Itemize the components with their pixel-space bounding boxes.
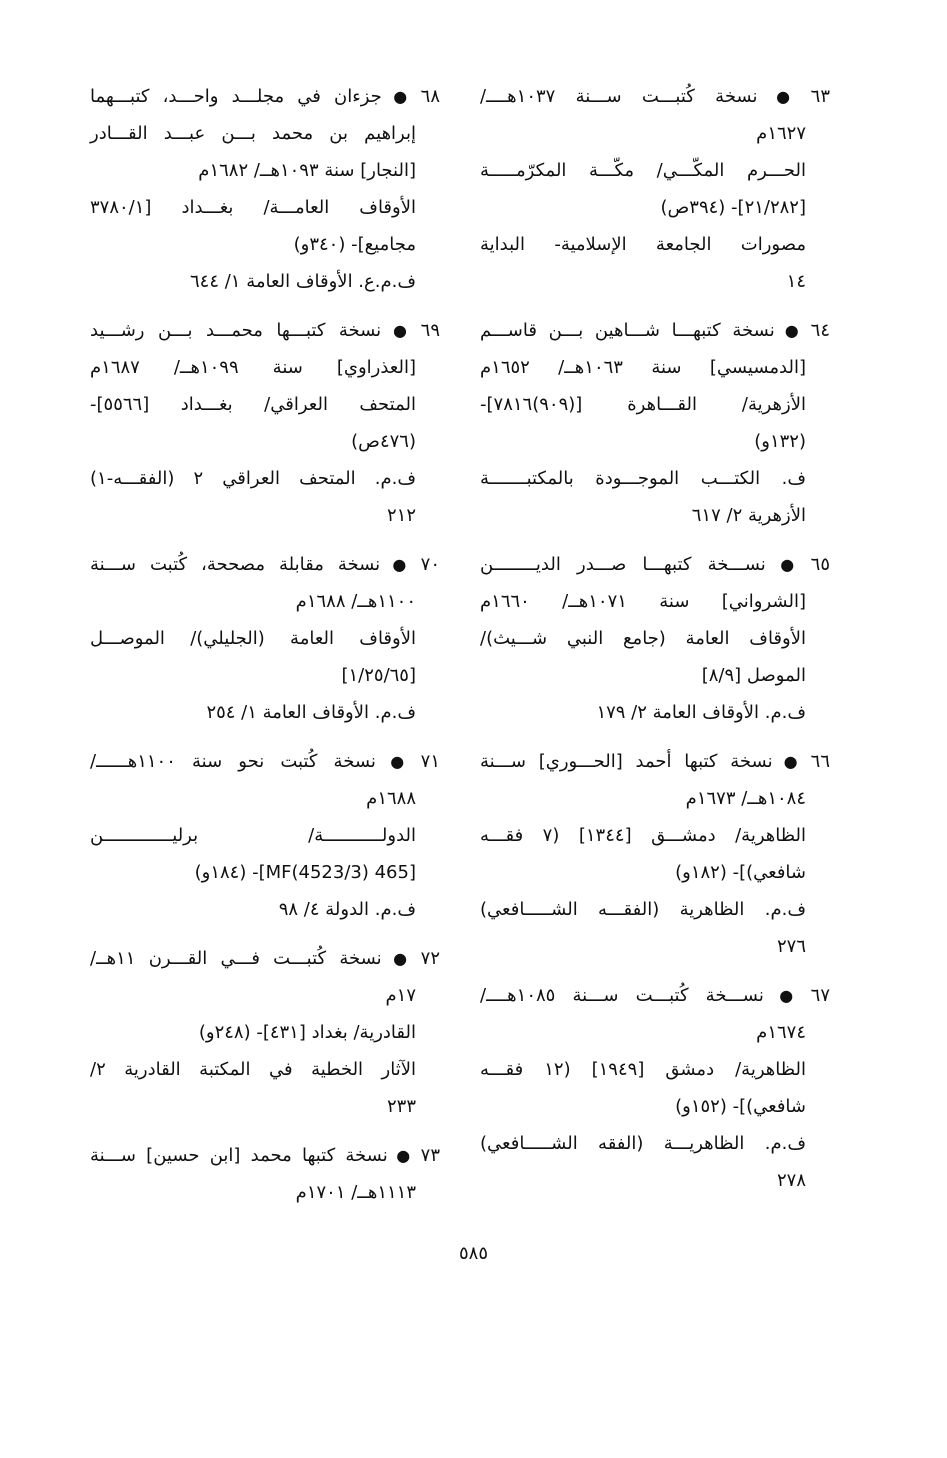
entry-line: ٢٧٦ <box>776 936 806 957</box>
entry-number: ٧٠ <box>420 554 440 575</box>
entry-text: نسخة كتبها أحمد [الحـــوري] ســـنة <box>480 751 773 772</box>
entry-line: مصورات الجامعة الإسلامية- البداية <box>480 234 806 255</box>
entry <box>90 78 440 300</box>
entry-number: ٦٥ <box>810 554 831 575</box>
entry-line: ٢٧٨ <box>776 1170 806 1191</box>
entry-line: [الدمسيسي] سنة ١٠٦٣هــ/ ١٦٥٢م <box>480 357 807 378</box>
entry-line: ١٧م <box>385 985 416 1006</box>
entry-text: نســـخة كُتبـــت ســـنة ١٠٨٥هــــ/ <box>480 985 764 1006</box>
bullet-icon: ● <box>385 949 415 968</box>
entry-line: ١١١٣هــ/ ١٧٠١م <box>295 1182 416 1203</box>
entry-line: ف.م. الظاهريـــة (الفقه الشـــــافعي) <box>480 1133 806 1154</box>
entry-line: [٢١/٢٨٢]- (٣٩٤ص) <box>660 197 806 218</box>
bullet-icon: ● <box>776 752 805 771</box>
entry-number: ٦٨ <box>420 86 440 107</box>
entry-heading-line <box>480 977 830 1014</box>
entry-text: نسخة كتبها محمد [ابن حسين] ســـنة <box>90 1145 388 1166</box>
entry-line: [١/٢٥/٦٥] <box>341 665 416 686</box>
entry-line: شافعي)]- (١٥٢و) <box>675 1096 806 1117</box>
left-column <box>90 78 440 1223</box>
bullet-icon: ● <box>379 752 415 771</box>
entry-heading-line <box>90 743 440 780</box>
entry-line: ١٦٢٧م <box>756 123 806 144</box>
entry-line: [465 MF(4523/3)]- (١٨٤و) <box>194 862 416 883</box>
entry-line: مجاميع]- (٣٤٠و) <box>293 234 416 255</box>
entry-line: [الشرواني] سنة ١٠٧١هــ/ ١٦٦٠م <box>480 591 806 612</box>
entry-line: شافعي)]- (١٨٢و) <box>675 862 806 883</box>
entry-number: ٦٣ <box>810 86 830 107</box>
entry-line: ١١٠٠هــ/ ١٦٨٨م <box>295 591 416 612</box>
entry-line: الآثار الخطية في المكتبة القادرية ٢/ <box>90 1059 416 1080</box>
entry <box>480 312 830 534</box>
entry-text: نسخة كتبهـــا شـــاهين بـــن قاســـم <box>480 320 775 341</box>
entry-line: الدولـــــــــــة/ برليـــــــــــــن <box>90 825 416 846</box>
entry-line: (١٣٢و) <box>754 431 806 452</box>
entry-text: نسخة مقابلة مصححة، كُتبت ســـنة <box>90 554 381 575</box>
entry-text: نسخة كُتبـــت ســـنة ١٠٣٧هــــ/ <box>480 86 758 107</box>
bullet-icon: ● <box>778 321 805 340</box>
entry-line: ف.م. الأوقاف العامة ٢/ ١٧٩ <box>596 702 806 723</box>
entry-heading-line <box>480 743 830 780</box>
entry <box>90 312 440 534</box>
entry-line: ف.م. الأوقاف العامة ١/ ٢٥٤ <box>206 702 416 723</box>
entry-line: القادرية/ بغداد [٤٣١]- (٢٤٨و) <box>198 1022 416 1043</box>
entry-line: [النجار] سنة ١٠٩٣هــ/ ١٦٨٢م <box>198 160 416 181</box>
entry-line: ف.م. الدولة ٤/ ٩٨ <box>278 899 416 920</box>
entry-text: جزءان في مجلـــد واحـــد، كتبـــهما <box>90 86 382 107</box>
entry-number: ٦٤ <box>810 320 830 341</box>
entry-number: ٦٧ <box>810 985 830 1006</box>
entry-line: (٤٧٦ص) <box>351 431 416 452</box>
bullet-icon: ● <box>391 1146 415 1165</box>
entry <box>90 940 440 1125</box>
entry-heading-line <box>480 546 830 583</box>
entry <box>480 546 830 731</box>
bullet-icon: ● <box>384 555 415 574</box>
bullet-icon: ● <box>761 87 805 106</box>
entry-text: نسخة كتبـــها محمـــد بـــن رشـــيد <box>90 320 382 341</box>
entry-heading-line <box>480 78 830 115</box>
bullet-icon: ● <box>767 986 805 1005</box>
entry-line: ٢٣٣ <box>386 1096 416 1117</box>
entry-number: ٦٩ <box>420 320 441 341</box>
entry-line: الحـــرم المكّـــي/ مكّـــة المكرّمـــــة <box>480 160 806 181</box>
entry-line: الأوقاف العامة (الجليلي)/ الموصـــل <box>90 628 416 649</box>
entry-number: ٧١ <box>420 751 440 772</box>
entry-heading-line <box>90 1137 440 1174</box>
entry-heading-line <box>90 940 440 977</box>
entry-line: الأزهرية ٢/ ٦١٧ <box>691 505 806 526</box>
entry-line: الظاهرية/ دمشق [١٩٤٩] (١٢ فقـــه <box>480 1059 806 1080</box>
entry-line: ف.م. المتحف العراقي ٢ (الفقـــه-١) <box>90 468 417 489</box>
entry-line: [العذراوي] سنة ١٠٩٩هــ/ ١٦٨٧م <box>90 357 416 378</box>
entry-line: ف.م. الظاهرية (الفقـــه الشـــــافعي) <box>480 899 806 920</box>
entry-heading-line <box>480 312 830 349</box>
entry-line: المتحف العراقي/ بغـــداد [٥٥٦٦]- <box>90 394 416 415</box>
entry-line: ١٦٨٨م <box>366 788 416 809</box>
entry-line: ف. الكتـــب الموجـــودة بالمكتبـــــــة <box>480 468 806 489</box>
entry-number: ٧٣ <box>420 1145 440 1166</box>
entry-line: ١٦٧٤م <box>756 1022 806 1043</box>
entry <box>90 546 440 731</box>
entry-line: الأوقاف العامـــة/ بغـــداد [٣٧٨٠/١ <box>90 197 416 218</box>
entry-line: الموصل [٨/٩] <box>701 665 806 686</box>
entry-line: إبراهيم بن محمد بـــن عبـــد القـــادر <box>90 123 416 144</box>
entry-text: نسخة كُتبـــت فـــي القـــرن ١١هــ/ <box>90 948 382 969</box>
entry <box>90 743 440 928</box>
entry <box>480 977 830 1199</box>
entry-line: ١٠٨٤هــ/ ١٦٧٣م <box>685 788 806 809</box>
bullet-icon: ● <box>769 555 805 574</box>
entry-heading-line <box>90 78 440 115</box>
entry-text: نسخة كُتبت نحو سنة ١١٠٠هــــــ/ <box>90 751 376 772</box>
bullet-icon: ● <box>385 321 415 340</box>
entry-line: ف.م.ع. الأوقاف العامة ١/ ٦٤٤ <box>189 271 416 292</box>
entry-text: نســـخة كتبهـــا صـــدر الديــــــــن <box>480 554 766 575</box>
entry-line: الأوقاف العامة (جامع النبي شـــيث)/ <box>480 628 806 649</box>
entry-heading-line <box>90 546 440 583</box>
entry-line: الظاهرية/ دمشـــق [١٣٤٤] (٧ فقـــه <box>480 825 806 846</box>
entry <box>480 743 830 965</box>
entry <box>480 78 830 300</box>
entry-heading-line <box>90 312 440 349</box>
entry <box>90 1137 440 1211</box>
entry-line: الأزهرية/ القـــاهرة [(٩٠٩)٧٨١٦]- <box>480 394 806 415</box>
bullet-icon: ● <box>385 87 415 106</box>
entry-number: ٧٢ <box>420 948 440 969</box>
right-column <box>480 78 830 1211</box>
entry-number: ٦٦ <box>810 751 830 772</box>
entry-line: ٢١٢ <box>386 505 416 526</box>
page-number: ٥٨٥ <box>458 1243 488 1264</box>
entry-line: ١٤ <box>786 271 806 292</box>
